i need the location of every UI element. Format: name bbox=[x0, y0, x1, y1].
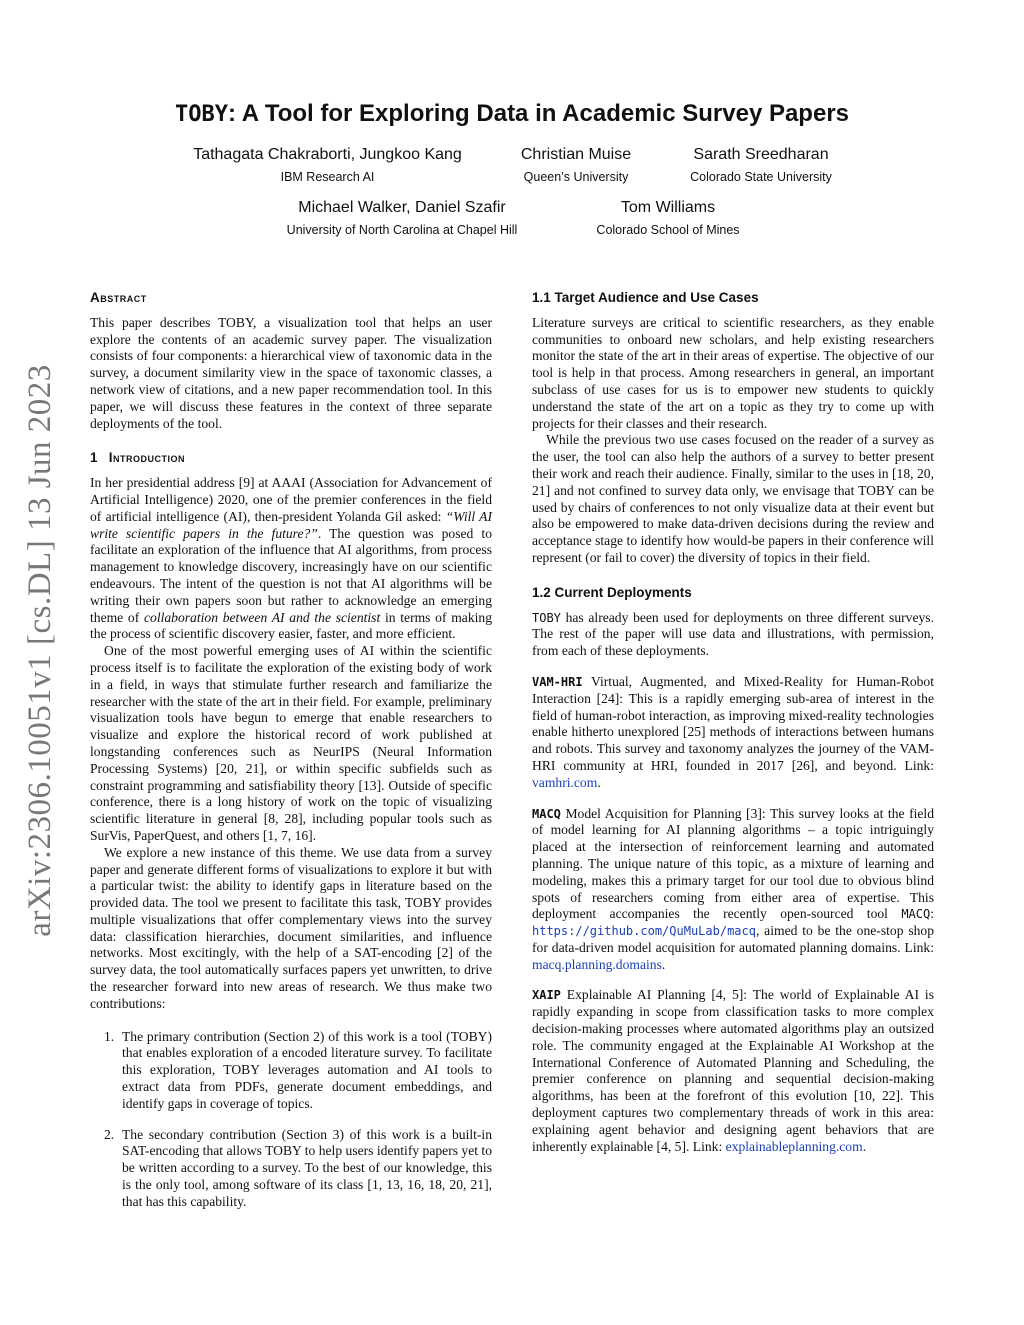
s11-paragraph-2: While the previous two use cases focused on the reader of a survey as the user, the tool can also help the authors of a survey to better present their work and reach their audience. Finally, similar to the uses in [18, 20, 21] and not confined to survey data only, we envisage that TOBY can be used by chairs of conferences to not only visualize data at their event but also be empowered to make data-driven decisions during the review and acceptance stage to identify how would-be papers in their conference will represent (or fail to cover) the diversity of topics in their field. bbox=[532, 432, 934, 565]
deployment-macq bbox=[532, 806, 934, 974]
author-affiliation: IBM Research AI bbox=[280, 170, 375, 184]
author-names: Sarath Sreedharan bbox=[693, 146, 829, 163]
period: . bbox=[597, 774, 601, 790]
deployment-tag: XAIP bbox=[532, 988, 561, 1003]
author-block-queens bbox=[490, 146, 662, 184]
author-block-unc bbox=[262, 199, 542, 237]
tool-name: TOBY bbox=[532, 610, 561, 625]
abstract-text: This paper describes TOBY, a visualization tool that helps an user explore the contents of an academic survey paper. The visualization consists of four components: a hierarchical view of taxonomic data in the survey, a document similarity view in the space of taxonomic classes, a network view of citations, and a new paper recommendation tool. In this paper, we will discuss these features in the context of three separate deployments of the tool. bbox=[90, 314, 492, 431]
author-affiliation: Colorado State University bbox=[690, 170, 832, 184]
author-names: Tom Williams bbox=[620, 199, 716, 216]
left-column bbox=[90, 290, 492, 1211]
s12-paragraph-1 bbox=[532, 610, 934, 660]
deployment-text-b: , aimed to be the one-stop shop for data-driven model acquisition for automated planning domains. Link: bbox=[532, 923, 934, 955]
section-1-1-heading: 1.1 Target Audience and Use Cases bbox=[532, 290, 759, 305]
github-url-link[interactable]: https://github.com/QuMuLab/macq bbox=[532, 924, 756, 939]
deployment-text: Virtual, Augmented, and Mixed-Reality for Human-Robot Interaction [24]: This is a rapidly emerging sub-area of interest in the field of human-robot interaction, as improving mixed-reality technologies enable hitherto unexplored [25] methods of interactions between humans and robots. This survey and taxonomy analyzes the journey of the VAM-HRI community at HRI, founded in 2017 [26], and beyond. Link: bbox=[532, 673, 934, 773]
author-affiliation: Queen’s University bbox=[523, 170, 629, 184]
s11-paragraph-1: Literature surveys are critical to scientific researchers, as they enable communities to onboard new scholars, and help existing researchers monitor the state of the art in their areas of expertise. The objective of our tool is help in that process. Among researchers in general, an important subclass of use cases for us is to empower new students to quickly understand the state of the art on a topic as they try to come up with projects for their classes and their research. bbox=[532, 314, 934, 431]
author-names: Tathagata Chakraborti, Jungkoo Kang bbox=[193, 146, 462, 163]
s12-text: has already been used for deployments on three different surveys. The rest of the paper will use data and illustrations, with permission, from each of these deployments. bbox=[532, 609, 934, 659]
intro-p1-text-b: . The question was posed to facilitate an exploration of the influence that AI algorithms, from process management to knowledge discovery, increasingly have on our scientific endeavours. The intent of the question is not that AI algorithms will be writing their own papers soon but rather to acknowledge an emerging theme of bbox=[90, 525, 492, 625]
intro-p1-text-c: in terms of making the process of scientific discovery easier, faster, and more efficient. bbox=[90, 609, 492, 642]
section-title: Introduction bbox=[108, 450, 186, 466]
author-block-colorado-state bbox=[668, 146, 854, 184]
paper-title bbox=[0, 100, 1024, 128]
arxiv-id-text: arXiv:2306.10051v1 [cs.DL] 13 Jun 2023 bbox=[21, 363, 58, 937]
deployment-xaip bbox=[532, 987, 934, 1155]
macq-link[interactable]: macq.planning.domains bbox=[532, 956, 662, 972]
list-number: 1. bbox=[104, 1028, 115, 1044]
list-text: The secondary contribution (Section 3) of this work is a built-in SAT-encoding that allows TOBY to help users identify papers yet to be written according to a survey. To the best of our knowledge, this is the only tool, among software of its class [1, 13, 16, 18, 20, 21], that has this capability. bbox=[122, 1126, 493, 1209]
intro-paragraph-2: One of the most powerful emerging uses of AI within the scientific process itself is to facilitate the exploration of the existing body of work in a field, in ways that stimulate further research and familiarize the researcher with the state of the art in their field. For example, preliminary visualization tools have begun to emerge that enable researchers to visualize and explore the historical record of work published at longstanding conferences such as NeurIPS (Neural Information Processing Systems) [20, 21], or within specific subfields such as constraint programming and satisfiability theory [13]. Outside of specific conference, there is a long history of work on the topic of visualizing scientific literature in general [8, 28], including popular tools such as SurVis, PaperQuest, and others [1, 7, 16]. bbox=[90, 643, 492, 843]
author-block-ibm bbox=[175, 146, 480, 184]
title-tool-name: TOBY bbox=[174, 102, 228, 127]
introduction-heading bbox=[90, 450, 492, 467]
author-affiliation: University of North Carolina at Chapel Hill bbox=[286, 223, 518, 237]
arxiv-identifier-sidebar bbox=[10, 360, 70, 940]
macq-tool-name: MACQ bbox=[901, 907, 931, 922]
intro-paragraph-1 bbox=[90, 475, 492, 643]
deployment-text-a: Model Acquisition for Planning [3]: This survey looks at the field of model learning for AI planning algorithms – a topic intriguingly placed at the intersection of reinforcement learning and automated planning. The unique nature of this topic, as a mixture of learning and modeling, makes this a primary target for our tool due to obvious blind spots of researchers coming from either area of expertise. This deployment accompanies the recently open-sourced tool bbox=[532, 805, 934, 922]
list-text: The primary contribution (Section 2) of this work is a tool (TOBY) that enables exploration of a encoded literature survey. To facilitate this exploration, TOBY leverages automation and AI tools to extract data from PDFs, generate document embeddings, and identify gaps in coverage of topics. bbox=[122, 1028, 492, 1111]
deployment-vam-hri bbox=[532, 674, 934, 792]
period: . bbox=[862, 1138, 867, 1154]
list-item bbox=[90, 1127, 492, 1211]
intro-p1-emphasis: collaboration between AI and the scientist bbox=[143, 609, 381, 625]
intro-paragraph-3: We explore a new instance of this theme. We use data from a survey paper and generate different forms of visualizations to explore it but with a particular twist: the ability to identify gaps in literature based on the provided data. The tool we present to facilitate this task, TOBY provides multiple visualizations that offer complementary views into the survey data: classification hierarchies, document similarities, and influence networks. Most excitingly, with the help of a SAT-encoding [2] of the survey data, the tool automatically surfaces papers yet unwritten, to drive the researcher forward into new areas of research. We thus make two contributions: bbox=[90, 844, 492, 1011]
deployment-tag: VAM-HRI bbox=[532, 674, 583, 689]
list-item bbox=[90, 1029, 492, 1113]
author-block-mines bbox=[570, 199, 766, 237]
period: . bbox=[661, 956, 666, 972]
author-affiliation: Colorado School of Mines bbox=[596, 223, 740, 237]
intro-p1-text-a: In her presidential address [9] at AAAI (Association for Advancement of Artificial Intelligence) 2020, one of the premier conferences in the field of artificial intelligence (AI), then-president Yolanda Gil asked: bbox=[90, 475, 492, 524]
vamhri-link[interactable]: vamhri.com bbox=[532, 774, 598, 790]
author-names: Christian Muise bbox=[520, 146, 632, 163]
right-column bbox=[532, 290, 934, 1155]
contributions-list bbox=[90, 1029, 492, 1211]
author-names: Michael Walker, Daniel Szafir bbox=[298, 199, 506, 216]
deployment-tag: MACQ bbox=[532, 806, 561, 821]
section-number: 1 bbox=[90, 450, 98, 466]
xaip-link[interactable]: explainableplanning.com bbox=[725, 1138, 863, 1154]
colon: : bbox=[930, 906, 934, 922]
intro-p1-quote: “Will AI write scientific papers in the future?” bbox=[90, 508, 492, 541]
title-text: : A Tool for Exploring Data in Academic Survey Papers bbox=[227, 100, 850, 127]
abstract-heading: Abstract bbox=[90, 290, 147, 305]
section-1-2-heading: 1.2 Current Deployments bbox=[532, 584, 692, 600]
list-number: 2. bbox=[104, 1126, 115, 1142]
deployment-text: Explainable AI Planning [4, 5]: The world of Explainable AI is rapidly expanding in scope from classification tasks to more complex decision-making processes where automated algorithms play an outsized role. The community engaged at the Explainable AI Workshop at the International Conference of Automated Planning and Scheduling, the premier conference on planning and sequential decision-making algorithms, has been at the forefront of this evolution [10, 22]. This deployment captures two complementary threads of work in this area: explaining agent behavior and designing agent behaviors that are inherently explainable [4, 5]. Link: bbox=[532, 987, 934, 1154]
